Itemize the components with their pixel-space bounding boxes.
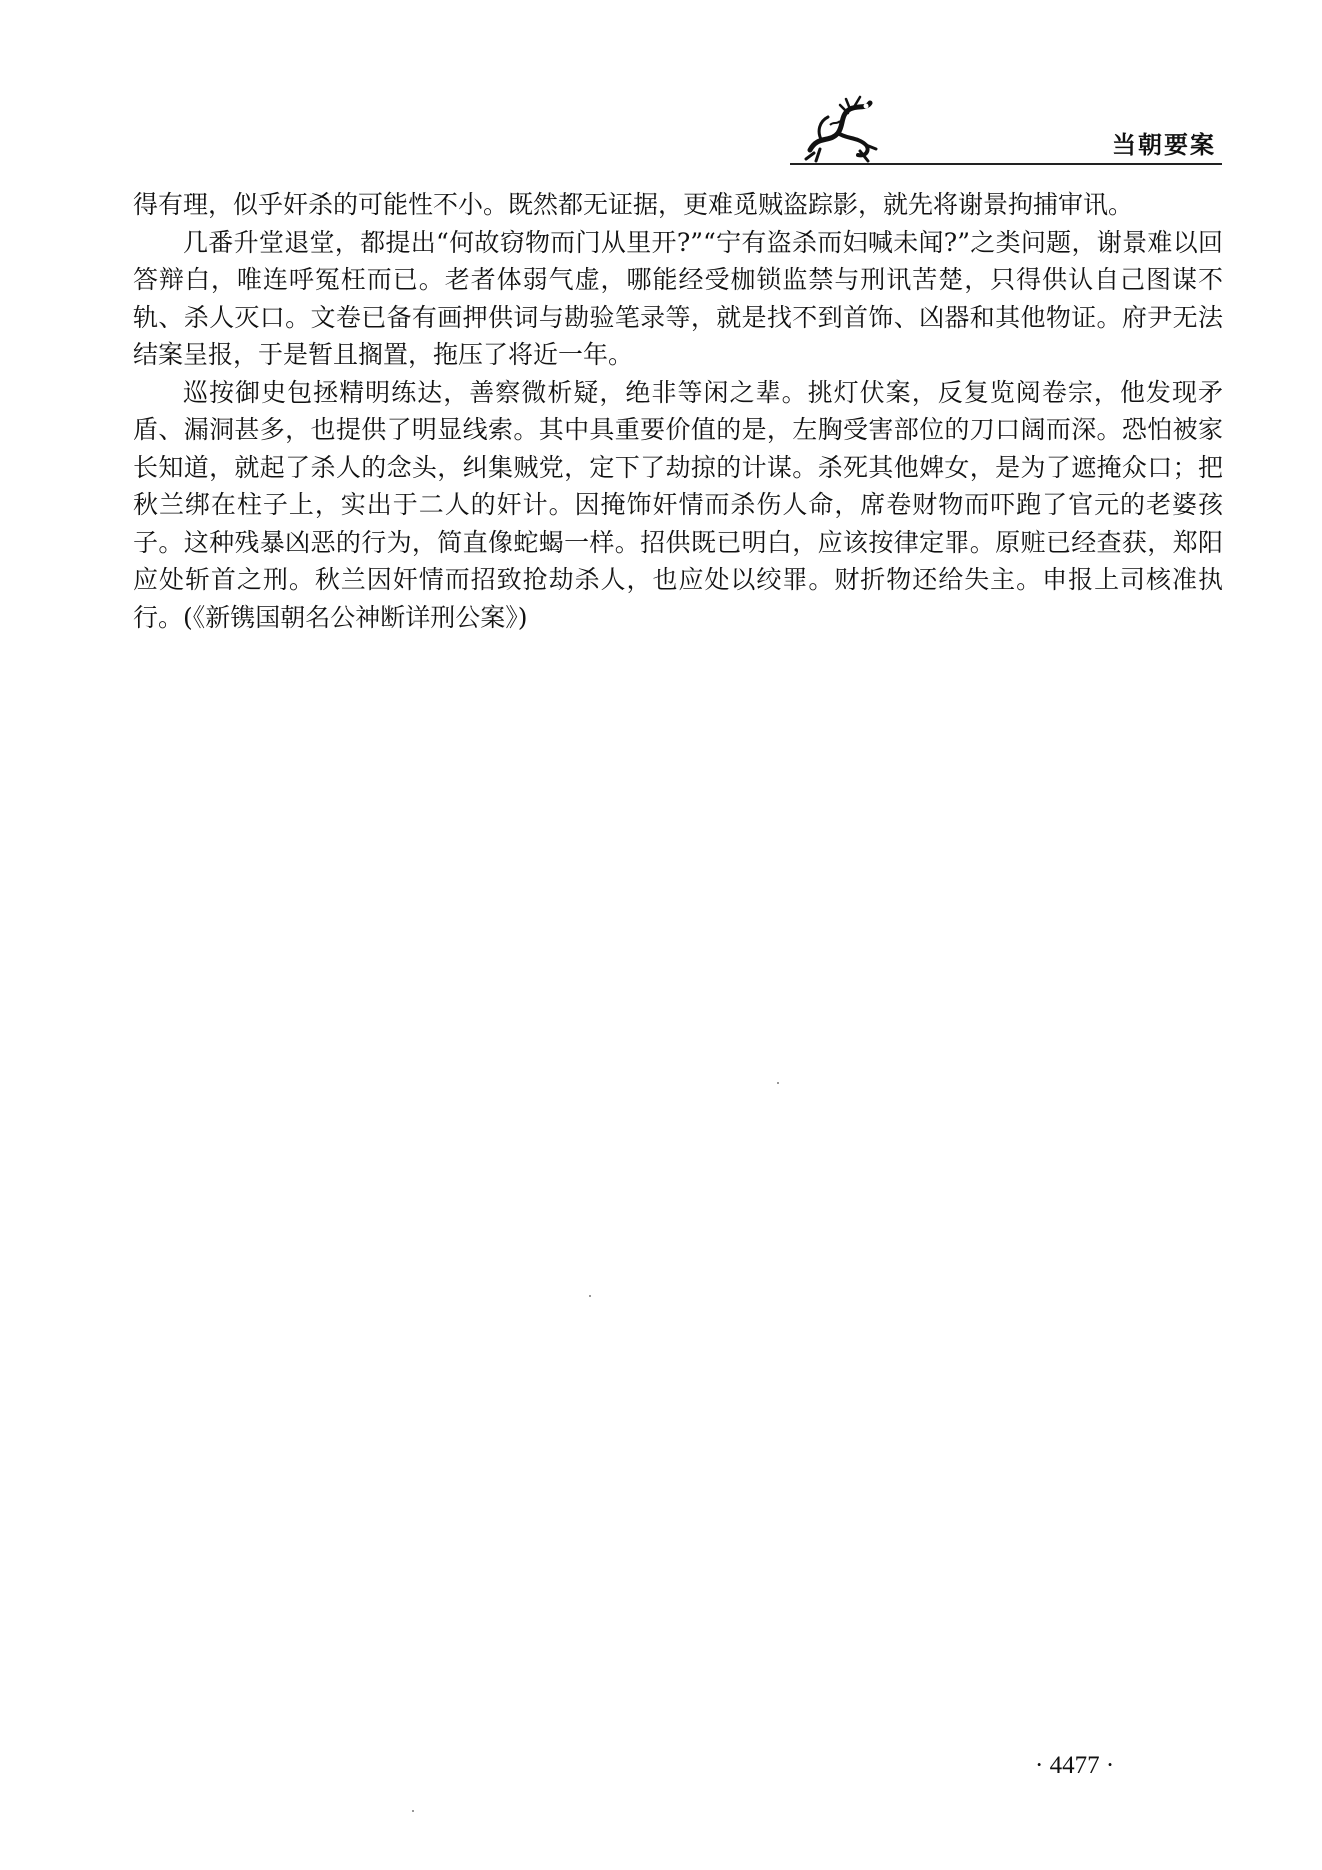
paragraph-continued: 得有理，似乎奸杀的可能性不小。既然都无证据，更难觅贼盗踪影，就先将谢景拘捕审讯。 <box>133 190 1134 219</box>
header-rule <box>790 163 1222 165</box>
paragraph: 巡按御史包拯精明练达，善察微析疑，绝非等闲之辈。挑灯伏案，反复览阅卷宗，他发现矛盾、漏洞甚多，也提供了明显线索。其中具重要价值的是，左胸受害部位的刀口阔而深。恐怕被家长知道，就起了杀人的念头，纠集贼党，定下了劫掠的计谋。杀死其他婢女，是为了遮掩众口；把秋兰绑在柱子上，实出于二人的奸计。因掩饰奸情而杀伤人命，席卷财物而吓跑了官元的老婆孩子。这种残暴凶恶的行为，简直像蛇蝎一样。招供既已明白，应该按律定罪。原赃已经查获，郑阳应处斩首之刑。秋兰因奸情而招致抢劫杀人，也应处以绞罪。财折物还给失主。申报上司核准执行。(《新镌国朝名公神断详刑公案》) <box>133 377 1223 632</box>
scan-speck <box>777 1082 779 1084</box>
body-text <box>133 186 1223 636</box>
running-title: 当朝要案 <box>1112 131 1216 159</box>
dragon-icon <box>800 95 880 165</box>
page-number: · 4477 · <box>1035 1752 1115 1779</box>
scan-speck <box>589 1295 591 1297</box>
scan-speck <box>412 1810 414 1812</box>
running-header <box>790 95 1222 170</box>
paragraph: 几番升堂退堂，都提出“何故窃物而门从里开?”“宁有盗杀而妇喊未闻?”之类问题，谢景难以回答辩白，唯连呼冤枉而已。老者体弱气虚，哪能经受枷锁监禁与刑讯苦楚，只得供认自己图谋不轨、杀人灭口。文卷已备有画押供词与勘验笔录等，就是找不到首饰、凶器和其他物证。府尹无法结案呈报，于是暂且搁置，拖压了将近一年。 <box>133 227 1223 369</box>
